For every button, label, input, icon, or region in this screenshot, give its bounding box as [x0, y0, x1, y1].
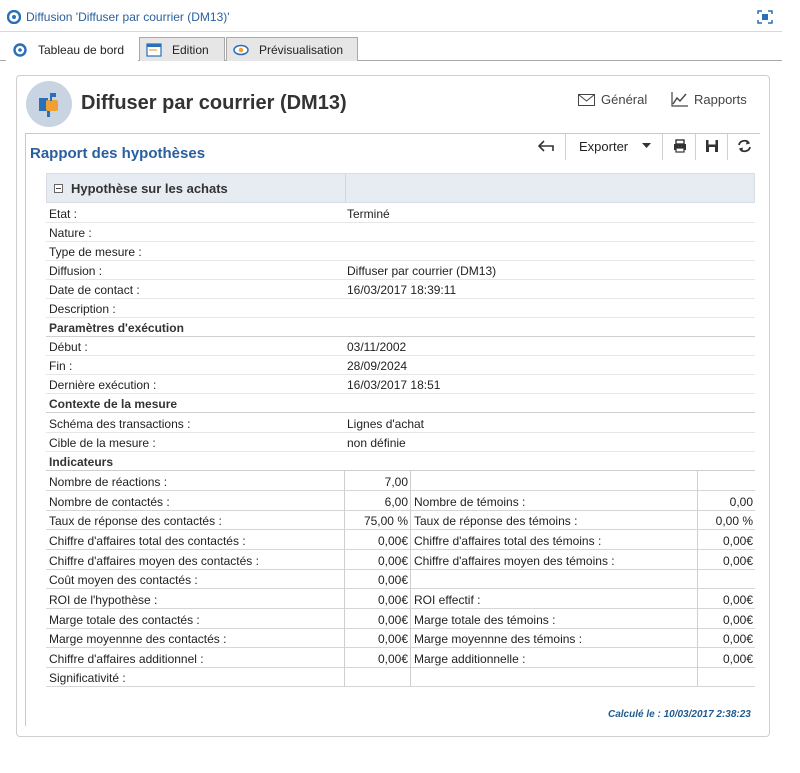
back-arrow-icon — [538, 140, 554, 152]
indicator-value: 0,00€ — [344, 569, 411, 588]
row-value: non définie — [347, 436, 406, 450]
tab-label: Prévisualisation — [259, 42, 344, 57]
rapports-button[interactable] — [671, 92, 747, 107]
indicator-value: 6,00 — [344, 491, 411, 510]
witness-label: Marge totale des témoins : — [414, 613, 556, 627]
tab-label: Edition — [172, 42, 209, 57]
toolbar-separator — [662, 134, 663, 160]
witness-value: 0,00€ — [697, 550, 755, 569]
row-value: Lignes d'achat — [347, 417, 425, 431]
subsection-title: Contexte de la mesure — [49, 397, 178, 411]
dashboard-icon — [12, 43, 28, 57]
witness-value — [697, 569, 755, 588]
witness-value: 0,00€ — [697, 628, 755, 647]
witness-label: Marge additionnelle : — [414, 652, 526, 666]
edit-window-icon — [146, 43, 162, 57]
indicator-row — [46, 510, 755, 530]
indicator-value: 75,00 % — [344, 510, 411, 529]
envelope-icon — [578, 94, 595, 106]
refresh-icon — [737, 139, 752, 153]
back-button[interactable] — [538, 133, 554, 159]
subsection-parametres-execution — [46, 318, 755, 337]
row-label: Date de contact : — [49, 283, 140, 297]
indicator-value: 0,00€ — [344, 530, 411, 549]
general-button-label: Général — [601, 92, 648, 107]
indicator-value: 7,00 — [344, 471, 411, 490]
floppy-disk-icon — [705, 139, 719, 153]
tab-previsualisation[interactable] — [226, 37, 358, 61]
witness-value: 0,00€ — [697, 609, 755, 628]
indicator-value: 0,00€ — [344, 648, 411, 667]
indicator-label: Marge moyennne des contactés : — [49, 632, 227, 646]
indicator-label: Coût moyen des contactés : — [49, 573, 198, 587]
rapports-button-label: Rapports — [694, 92, 747, 107]
indicator-row — [46, 628, 755, 648]
print-button[interactable] — [673, 133, 687, 159]
toolbar-separator — [727, 134, 728, 160]
indicator-value: 0,00€ — [344, 609, 411, 628]
dashboard-icon — [7, 10, 21, 24]
detail-row-type-de-mesure — [46, 242, 755, 261]
witness-value: 0,00€ — [697, 648, 755, 667]
export-button-label: Exporter — [579, 138, 629, 154]
indicator-label: ROI de l'hypothèse : — [49, 593, 158, 607]
toolbar-separator — [565, 134, 566, 160]
detail-row-date-de-contact — [46, 280, 755, 299]
witness-value — [697, 471, 755, 490]
detail-row-cible-mesure — [46, 433, 755, 452]
row-label: Schéma des transactions : — [49, 417, 191, 431]
row-value: 03/11/2002 — [347, 340, 407, 354]
row-value: Terminé — [347, 207, 390, 221]
row-value: Diffuser par courrier (DM13) — [347, 264, 497, 278]
chart-icon — [671, 92, 688, 107]
row-value: 16/03/2017 18:51 — [347, 378, 441, 392]
export-button[interactable] — [579, 133, 628, 159]
indicator-row — [46, 491, 755, 511]
witness-label: Nombre de témoins : — [414, 495, 526, 509]
collapse-icon[interactable] — [54, 184, 63, 193]
tab-edition[interactable] — [139, 37, 225, 61]
detail-row-debut — [46, 337, 755, 356]
indicator-row — [46, 648, 755, 668]
witness-label: ROI effectif : — [414, 593, 481, 607]
indicator-label: Nombre de réactions : — [49, 475, 168, 489]
report-title: Rapport des hypothèses — [30, 145, 206, 162]
indicator-label: Chiffre d'affaires additionnel : — [49, 652, 204, 666]
witness-label: Taux de réponse des témoins : — [414, 514, 578, 528]
indicator-value: 0,00€ — [344, 589, 411, 608]
witness-value — [697, 667, 755, 686]
subsection-indicateurs — [46, 452, 755, 471]
indicator-value — [344, 667, 411, 686]
detail-row-nature — [46, 223, 755, 242]
indicator-label: Chiffre d'affaires total des contactés : — [49, 534, 246, 548]
subsection-contexte-mesure — [46, 394, 755, 413]
indicator-row — [46, 589, 755, 609]
row-label: Cible de la mesure : — [49, 436, 156, 450]
maximize-icon[interactable] — [757, 10, 773, 24]
indicator-label: Nombre de contactés : — [49, 495, 170, 509]
indicator-row — [46, 569, 755, 589]
detail-row-derniere-execution — [46, 375, 755, 394]
tab-bar — [0, 36, 782, 61]
witness-label: Chiffre d'affaires total des témoins : — [414, 534, 602, 548]
detail-row-etat — [46, 204, 755, 223]
detail-row-description — [46, 299, 755, 318]
row-label: Etat : — [49, 207, 78, 221]
indicator-row — [46, 530, 755, 550]
refresh-button[interactable] — [737, 133, 752, 159]
indicator-row — [46, 471, 755, 491]
calculated-timestamp: Calculé le : 10/03/2017 2:38:23 — [608, 709, 751, 720]
row-label: Type de mesure : — [49, 245, 142, 259]
witness-value: 0,00€ — [697, 589, 755, 608]
witness-label: Marge moyennne des témoins : — [414, 632, 583, 646]
mailbox-icon — [26, 81, 72, 127]
row-label: Début : — [49, 340, 88, 354]
row-label: Description : — [49, 302, 116, 316]
witness-value: 0,00 — [697, 491, 755, 510]
indicator-row — [46, 667, 755, 687]
indicator-label: Chiffre d'affaires moyen des contactés : — [49, 554, 259, 568]
detail-row-fin — [46, 356, 755, 375]
window-title: Diffusion 'Diffuser par courrier (DM13)' — [26, 10, 230, 24]
window-titlebar — [0, 0, 782, 32]
indicator-value: 0,00€ — [344, 628, 411, 647]
tab-tableau-de-bord[interactable] — [6, 37, 138, 62]
section-header-hypothese[interactable] — [46, 173, 755, 203]
witness-value: 0,00€ — [697, 530, 755, 549]
tab-label: Tableau de bord — [38, 42, 125, 57]
row-value: 16/03/2017 18:39:11 — [347, 283, 457, 297]
save-button[interactable] — [705, 133, 719, 159]
row-label: Nature : — [49, 226, 92, 240]
detail-row-diffusion — [46, 261, 755, 280]
row-label: Dernière exécution : — [49, 378, 157, 392]
detail-row-schema-transactions — [46, 414, 755, 433]
section-title: Hypothèse sur les achats — [71, 181, 228, 196]
indicator-label: Marge totale des contactés : — [49, 613, 200, 627]
toolbar-separator — [695, 134, 696, 160]
row-label: Diffusion : — [49, 264, 103, 278]
general-button[interactable] — [578, 92, 647, 107]
column-divider — [345, 174, 346, 202]
indicator-row — [46, 550, 755, 570]
witness-label: Chiffre d'affaires moyen des témoins : — [414, 554, 615, 568]
page-title: Diffuser par courrier (DM13) — [81, 92, 347, 114]
indicator-row — [46, 609, 755, 629]
indicator-label: Taux de réponse des contactés : — [49, 514, 222, 528]
eye-icon — [233, 43, 249, 57]
indicator-value: 0,00€ — [344, 550, 411, 569]
row-value: 28/09/2024 — [347, 359, 408, 373]
subsection-title: Indicateurs — [49, 455, 114, 469]
caret-down-icon — [642, 143, 651, 149]
row-label: Fin : — [49, 359, 73, 373]
indicator-label: Significativité : — [49, 671, 126, 685]
export-dropdown-button[interactable] — [642, 133, 651, 159]
subsection-title: Paramètres d'exécution — [49, 321, 184, 335]
witness-value: 0,00 % — [697, 510, 755, 529]
printer-icon — [673, 139, 687, 153]
